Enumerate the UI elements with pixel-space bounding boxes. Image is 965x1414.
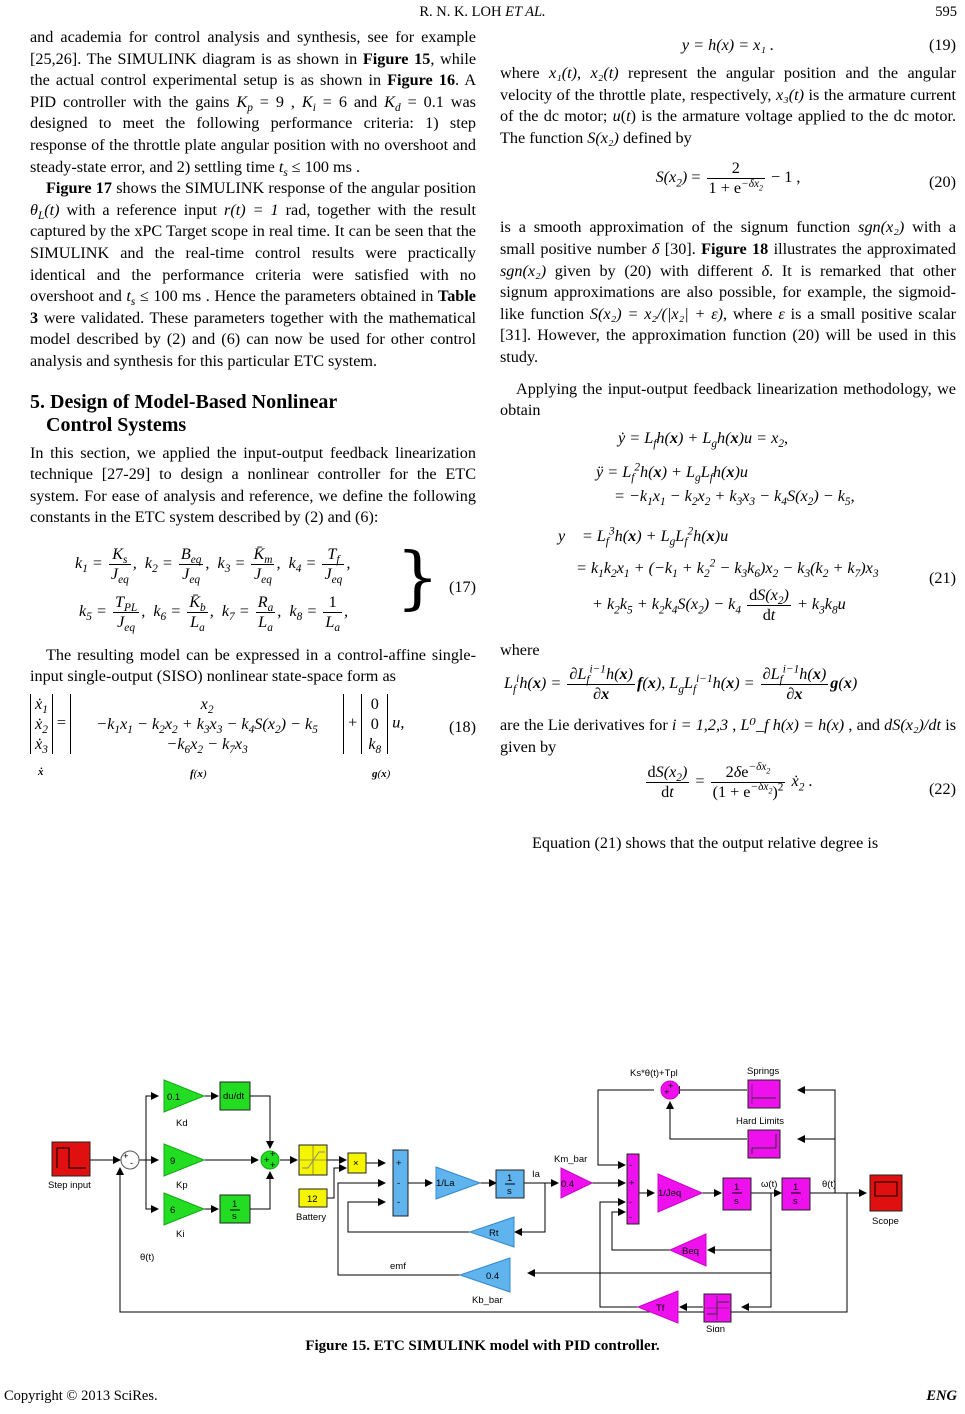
velocity-integrator-block[interactable] xyxy=(723,1178,751,1210)
battery-block[interactable] xyxy=(296,1189,327,1223)
equation-19: y = h(x) = x₁ . (19) xyxy=(500,27,956,63)
battery-label: Battery xyxy=(296,1212,327,1223)
tf-label: Tf xyxy=(656,1303,665,1314)
plus-sign: + xyxy=(123,1151,129,1162)
equation-22: $\frac{dS(x_2)}{dt}$ = $\frac{2\delta e^{-\delta x_2}}{(1 + e^{-\delta x_2})^2}$ ẋ$_2$ . (22) xyxy=(647,761,956,801)
right-column xyxy=(500,27,956,854)
scope-label: Scope xyxy=(872,1216,899,1227)
minus-sign: - xyxy=(629,1197,633,1208)
equation-18: ẋ$_1$ ẋ$_2$ ẋ$_3$ = $x_2$ $-k_1x_1 - k_2x_2 + k_3x_3 - k_4S(x_2) - k_5$ $-k_6x_2 - k_7x_3$ + 0 0 $k_8$ u, ẋ f(x) g(x) (18) xyxy=(30,694,476,784)
kp-value: 9 xyxy=(170,1156,176,1167)
ki-gain-block[interactable] xyxy=(164,1193,204,1240)
equation-number: (20) xyxy=(929,173,956,192)
times-sign: × xyxy=(353,1158,359,1169)
integrator-num: 1 xyxy=(232,1199,238,1210)
theta-signal-label: θ(t) xyxy=(822,1179,837,1190)
pid-sum-block[interactable] xyxy=(261,1149,279,1171)
integrator-den: s xyxy=(507,1186,512,1197)
torque-signal-label: Ks*θ(t)+Tpl xyxy=(630,1068,678,1079)
scope-block[interactable] xyxy=(870,1175,902,1227)
ki-value: 6 xyxy=(170,1205,176,1216)
rt-gain-block[interactable] xyxy=(470,1217,514,1247)
plus-sign: + xyxy=(664,1087,670,1098)
plus-sign: + xyxy=(270,1160,276,1171)
emf-signal-label: emf xyxy=(390,1261,406,1272)
voltage-sum-block[interactable] xyxy=(393,1150,408,1216)
paragraph-5: where x₁(t), x₂(t) represent the angular position and the angular velocity of the throttle plate, respectively, x₃(t) is the armature current of the dc motor; u(t) is the armature voltage applied to the dc motor. The function S(x₂) defined by xyxy=(500,64,957,147)
figure-caption: Figure 15. ETC SIMULINK model with PID controller. xyxy=(305,1338,660,1354)
product-block[interactable] xyxy=(348,1153,366,1173)
plus-sign: + xyxy=(264,1155,270,1166)
km-value: 0.4 xyxy=(561,1179,575,1190)
kp-label: Kp xyxy=(176,1180,188,1191)
integrator-den: s xyxy=(734,1196,739,1207)
km-gain-block[interactable] xyxy=(554,1154,592,1198)
paragraph-4: The resulting model can be expressed in a control-affine single-input single-output (SISO) nonlinear state-space form as xyxy=(30,645,476,686)
step-input-label: Step input xyxy=(48,1180,91,1191)
plus-sign: + xyxy=(629,1178,635,1189)
spring-sum-block[interactable] xyxy=(661,1081,679,1099)
paragraph-6: is a smooth approximation of the signum function sgn(x₂) with a small positive number δ [30]. Figure 18 illustrates the approximated sgn(x₂) given by (20) with different δ. It is remarked that other signum approximations are also possible, for example, the sigmoid-like function S(x₂) = x₂/(|x₂| + ε), where ε is a small positive scalar [31]. However, the approximation function (20) will be used in this study. xyxy=(500,218,957,366)
step-input-block[interactable] xyxy=(48,1142,91,1191)
paragraph-1: and academia for control analysis and synthesis, see for example [25,26]. The SIMULINK diagram is as shown in Figure 15, while the actual control experimental setup is as shown in Figure 16. A PID controller with the gains $K_p = 9$ , $K_i = 6$ and $K_d = 0.1$ was designed to meet the following performance criteria: 1) step response of the throttle plate angular position with no overshoot and steady-state error, and 2) settling time $t_s \le 100$ ms . xyxy=(30,28,477,179)
paragraph-7: Applying the input-output feedback linearization methodology, we obtain xyxy=(500,379,956,420)
kd-gain-block[interactable] xyxy=(164,1080,204,1129)
minus-sign: - xyxy=(130,1158,134,1169)
authors: R. N. K. LOH xyxy=(419,4,506,20)
error-sum-block[interactable] xyxy=(121,1151,139,1169)
ia-signal-label: Ia xyxy=(532,1169,540,1180)
kb-value: 0.4 xyxy=(486,1271,500,1282)
paragraph-2: Figure 17 shows the SIMULINK response of the angular position $\theta_L(t)$ with a reference input r(t) = 1 rad, together with the result captured by the xPC Target scope in real time. It can be seen that the SIMULINK and the real-time control results were practically identical and the performance criteria were satisfied with no overshoot and $t_s \le 100$ ms . Hence the parameters obtained in Table 3 were validated. These parameters together with the mathematical model described by (2) and (6) can now be used for other control analysis and synthesis for this particular ETC system. xyxy=(30,179,476,370)
journal-name: ENG xyxy=(926,1388,957,1404)
kb-label: Kb_bar xyxy=(472,1295,503,1306)
theta-feedback-label: θ(t) xyxy=(140,1252,155,1263)
hard-limits-block[interactable] xyxy=(736,1116,784,1158)
paragraph-3: In this section, we applied the input-output feedback linearization technique [27-29] to design a nonlinear controller for the ETC system. For ease of analysis and reference, we define the following constants in the ETC system described by (2) and (6): xyxy=(30,443,476,527)
where-label: where xyxy=(500,640,540,659)
current-integrator-block[interactable] xyxy=(496,1170,524,1198)
left-column xyxy=(30,27,476,784)
battery-value: 12 xyxy=(307,1194,318,1205)
beq-gain-block[interactable] xyxy=(670,1234,706,1266)
saturation-block[interactable] xyxy=(299,1145,327,1175)
integrator-den: s xyxy=(793,1196,798,1207)
equation-number: (21) xyxy=(929,568,956,587)
springs-block[interactable] xyxy=(747,1066,780,1108)
minus-sign: - xyxy=(397,1197,401,1208)
equation-17: $k_1$ = $\frac{K_s}{J_{eq}}$ , $k_2$ = $\frac{B_{eq}}{J_{eq}}$ , $k_3$ = $\frac{K̄_m}{J_{eq}}$ , $k_4$ = $\frac{T_f}{J_{eq}}$ , $k_5$ = $\frac{T_{PL}}{J_{eq}}$ , $k_6$ = $\frac{K̄_b}{L_a}$ , $k_7$ = $\frac{R_a}{L_a}$ , $k_8$ = $\frac{1}{L_a}$ , } (17) xyxy=(75,538,476,634)
position-integrator-block[interactable] xyxy=(782,1178,810,1210)
hard-limits-label: Hard Limits xyxy=(736,1116,785,1127)
km-label: Km_bar xyxy=(554,1154,588,1165)
paragraph-9: Equation (21) shows that the output relative degree is xyxy=(532,833,879,852)
kd-label: Kd xyxy=(176,1118,188,1129)
plus-sign: + xyxy=(668,1081,674,1092)
plus-sign: + xyxy=(270,1149,276,1160)
sign-label: Sign xyxy=(706,1324,726,1332)
lie-derivative-definition: $L_f^ih(x)$ = $\frac{\partial L_f^{i-1}h(x)}{\partial x}$ f(x), $L_gL_f^{i-1}h(x)$ = $\frac{\partial L_f^{i-1}h(x)}{\partial x}$ g(x) xyxy=(504,663,858,704)
plus-sign: + xyxy=(396,1158,402,1169)
integrator-num: 1 xyxy=(507,1173,513,1184)
integrator-num: 1 xyxy=(734,1182,740,1193)
derivative-label: du/dt xyxy=(223,1091,245,1102)
equation-number: (22) xyxy=(929,779,956,798)
running-header xyxy=(0,4,965,24)
inverse-jeq-gain-block[interactable] xyxy=(658,1174,702,1212)
kp-gain-block[interactable] xyxy=(164,1144,204,1191)
equation-21: ẏ = $L_fh(x) + L_gh(x)u = x_2$, ÿ = $L_f^2h(x) + L_gL_fh(x)u$ = $-k_1x_1 - k_2x_2 + k_3x_3 - k_4S(x_2) - k_5$, y⃛ = $L_f^3h(x) + L_gL_f^2h(x)u$ = $k_1k_2x_1 + (-k_1 + k_2^2 - k_3k_6)x_2 - k_3(k_2 + k_7)x_3$ + $k_2k_5 + k_2k_4S(x_2) - k_4$ $\frac{dS(x_2)}{dt}$ + $k_3k_8u$ (21) xyxy=(558,428,956,624)
kb-gain-block[interactable] xyxy=(460,1258,510,1306)
minus-sign: - xyxy=(397,1178,401,1189)
tf-gain-block[interactable] xyxy=(638,1291,678,1323)
equation-20: $S(x_2)$ = $\frac{2}{1 + e^{-\delta x_2}}$ − 1 , (20) xyxy=(655,159,956,198)
running-title xyxy=(0,4,965,21)
section-heading: 5. Design of Model-Based Nonlinear Control Systems xyxy=(30,390,338,436)
kd-value: 0.1 xyxy=(167,1092,181,1103)
equation-number: (17) xyxy=(449,578,476,597)
paragraph-8: are the Lie derivatives for i = 1,2,3 , L⁰_f h(x) = h(x) , and dS(x₂)/dt is given by xyxy=(500,716,957,756)
pid-integrator-block[interactable] xyxy=(220,1195,250,1223)
inverse-la-gain-block[interactable] xyxy=(436,1167,480,1199)
et-al: ET AL. xyxy=(505,4,546,20)
page-number: 595 xyxy=(935,4,957,20)
simulink-diagram xyxy=(40,1062,920,1332)
derivative-block[interactable] xyxy=(220,1082,250,1110)
omega-signal-label: ω(t) xyxy=(761,1179,778,1190)
ki-label: Ki xyxy=(176,1229,185,1240)
integrator-den: s xyxy=(232,1211,237,1222)
inverse-jeq-label: 1/Jeq xyxy=(658,1188,682,1199)
integrator-num: 1 xyxy=(793,1182,799,1193)
equation-number: (18) xyxy=(449,718,476,737)
torque-sum-block[interactable] xyxy=(627,1154,639,1224)
sign-block[interactable] xyxy=(704,1294,731,1332)
inverse-la-label: 1/La xyxy=(436,1178,455,1189)
minus-sign: - xyxy=(629,1212,633,1223)
rt-label: Rt xyxy=(489,1228,499,1239)
springs-label: Springs xyxy=(747,1066,780,1077)
minus-sign: - xyxy=(629,1160,633,1171)
copyright: Copyright © 2013 SciRes. xyxy=(4,1388,158,1404)
equation-number: (19) xyxy=(929,36,956,54)
beq-label: Beq xyxy=(682,1246,699,1257)
